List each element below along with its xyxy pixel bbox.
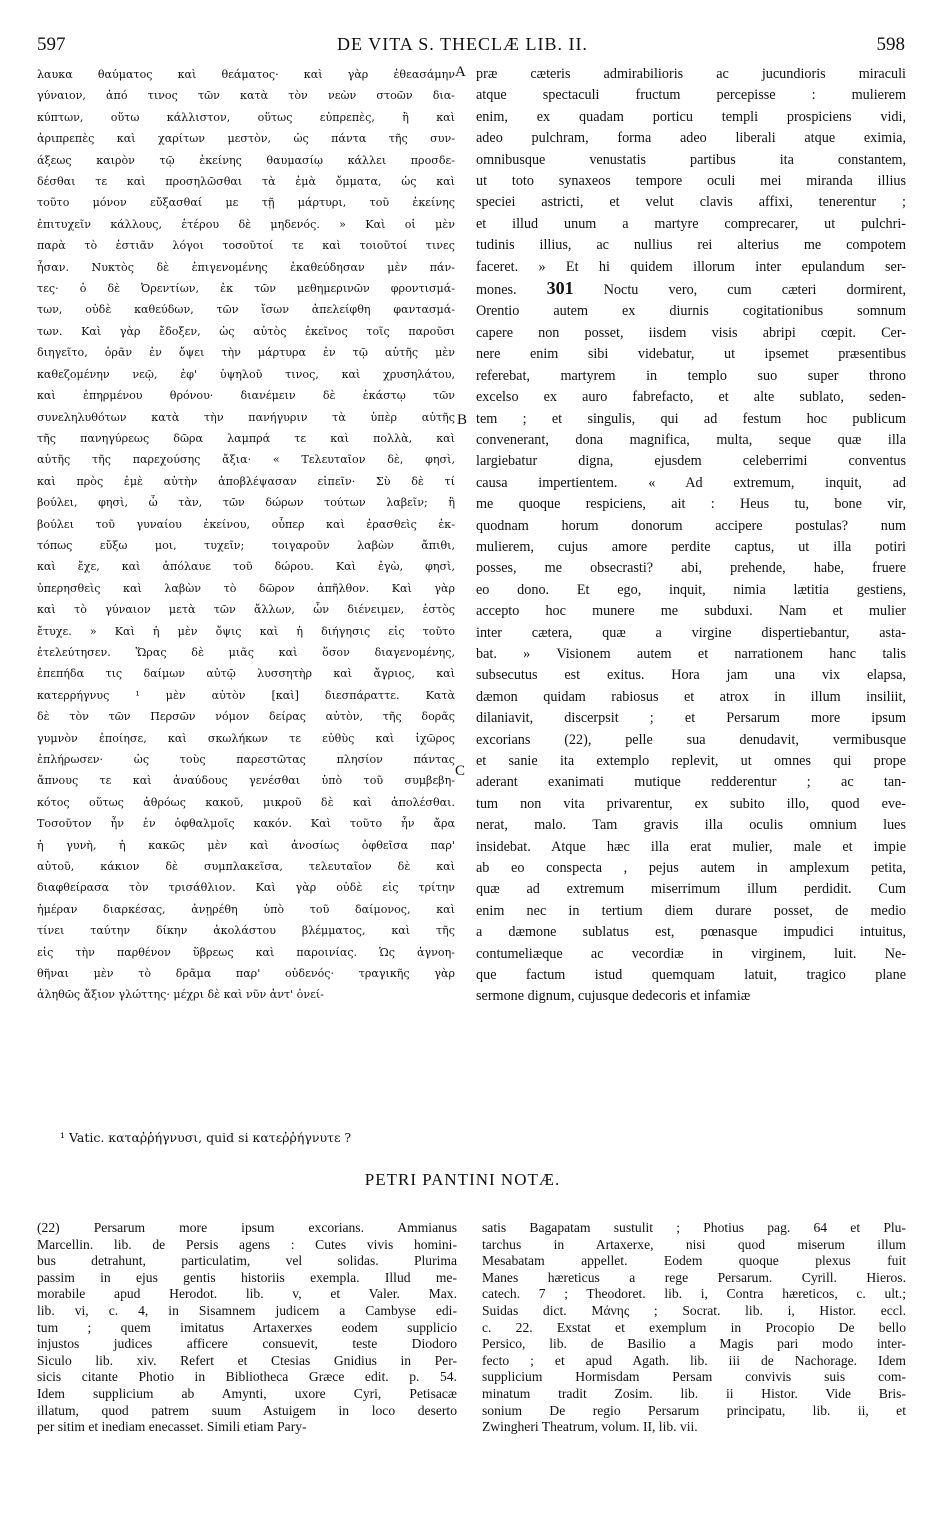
greek-text-line: ἀληθῶς ἄξιον γλώττης· μέχρι δὲ καὶ νῦν ἀντ' ὀνεί- <box>37 988 324 1002</box>
note-line: Idem supplicium ab Amynti, uxore Cyri, Petisacæ <box>37 1385 457 1401</box>
note-line: Siculo lib. xiv. Refert et Ctesias Gnidius in Per- <box>37 1352 457 1368</box>
latin-text-line: me quoque respiciens, ait : Heus tu, bone vir, <box>476 496 906 513</box>
latin-text-line: enim, ex quadam porticu templi prospiciens vidi, <box>476 108 906 125</box>
latin-text-line: convenerant, dona magnifica, multa, seque quæ illa <box>476 431 906 448</box>
latin-text-line: a dæmone sublatus est, pœnasque impudici intuitus, <box>476 924 906 941</box>
greek-text-line: κότος οὕτως ἀθρόως κακοῦ, μικροῦ δὲ καὶ ἀπολέσθαι. <box>37 795 455 809</box>
latin-text-line: referebat, martyrem in templo suo super throno <box>476 367 906 384</box>
note-line: supplicium Hormisdam Persam convivis suis com- <box>482 1369 906 1385</box>
latin-text-line: quæ ad extremum miserrimum illum perdidit. Cum <box>476 881 906 898</box>
greek-text-line: των, οὐδὲ καθεύδων, τῶν ἴσων ἀπελείφθη φαντασμά- <box>37 303 455 317</box>
latin-text-line: faceret. » Et hi quidem illorum inter epulandum ser- <box>476 258 906 275</box>
greek-text-line: βούλει τοῦ γυναίου ἐκείνου, οὗπερ καὶ ἐρασθεὶς ἐκ- <box>37 517 455 531</box>
greek-text-column <box>37 64 455 1006</box>
latin-text-line: nere enim sibi videbatur, ut ipsemet præsentibus <box>476 346 906 363</box>
note-line: Zwingheri Theatrum, volum. II, lib. vii. <box>482 1419 698 1435</box>
note-line: minatum tradit Zosim. lib. ii Histor. Vide Bris- <box>482 1385 906 1401</box>
latin-text-line: que factum istud quemquam latuit, tragico plane <box>476 967 906 984</box>
latin-text-line: subsecutus est exitus. Hora jam una vix elapsa, <box>476 667 906 684</box>
latin-text-line: præ cæteris admirabilioris ac jucundioris miraculi <box>476 66 906 82</box>
greek-text-line: ἦσαν. Νυκτὸς δὲ ἐπιγενομένης ἐκαθεύδησαν μὲν πάν- <box>37 260 455 274</box>
line-fragment: Noctu vero, cum cæteri dormirent, <box>573 282 906 299</box>
latin-text-line: ab eo conspecta , pejus autem in amplexum petita, <box>476 860 906 877</box>
margin-letter-c: C <box>455 763 466 779</box>
greek-text-line: καθεζομένην νεῷ, ἐφ' ὑψηλοῦ τινος, καὶ χρυσηλάτου, <box>37 367 455 381</box>
greek-text-line: ὑπερησθεὶς καὶ λαβὼν τὸ δῶρον ἀπῆλθον. Καὶ γὰρ <box>37 581 455 595</box>
notes-left-column <box>37 1220 457 1436</box>
latin-text-line: largiebatur digna, ejusdem celeberrimi conventus <box>476 453 906 470</box>
latin-text-line: excelso ex auro fabrefacto, et alte sublato, seden- <box>476 389 906 406</box>
greek-text-line: Τοσοῦτον ἦν ἐν ὀφθαλμοῖς κακόν. Καὶ τοῦτο ἦν ἄρα <box>37 817 455 831</box>
note-line: Suidas dict. Μάνης ; Socrat. lib. i, Histor. eccl. <box>482 1302 906 1318</box>
greek-text-line: άξεως καιρὸν τῷ ἐκείνης θαυμασίῳ κάλλει προσδε- <box>37 153 455 167</box>
latin-text-line: mulierem, cujus amore perdite captus, ut illa potiri <box>476 538 906 555</box>
greek-text-line: εἰς τὴν παρθένον ὕβρεως καὶ παροινίας. Ὡς ἀγνοη- <box>37 945 455 959</box>
note-line: Persico, lib. de Basilio a Magis pari modo inter- <box>482 1336 906 1352</box>
note-line: satis Bagapatam sustulit ; Photius pag. 64 et Plu- <box>482 1220 906 1235</box>
greek-text-line: ἡμέραν διαρκέσας, ἀνῃρέθη ὑπὸ τοῦ δαίμονος, καὶ <box>37 902 455 916</box>
note-line: tarchus in Artaxerxe, nisi quod miserum illum <box>482 1236 906 1252</box>
notes-title: PETRI PANTINI NOTÆ. <box>364 1170 561 1189</box>
page-number-right: 598 <box>876 34 905 55</box>
latin-text-line: excorians (22), pelle sua denudavit, vermibusque <box>476 731 906 748</box>
latin-text-line: et illud unum a martyre comprecarer, ut pulchri- <box>476 215 906 232</box>
greek-text-line: λαυκα θαύματος καὶ θεάματος· καὶ γὰρ ἐθεασάμην <box>37 68 455 81</box>
line-fragment: mones. <box>476 282 547 299</box>
note-line: per sitim et inediam enecasset. Simili etiam Pary- <box>37 1419 307 1435</box>
note-line: Marcellin. lib. de Persis agens : Cutes vivis homini- <box>37 1236 457 1252</box>
margin-letter-a: A <box>455 64 466 80</box>
note-line: bus detrahunt, particulatim, vel solidas. Plurima <box>37 1253 457 1269</box>
greek-text-line: τῆς πανηγύρεως δῶρα λαμπρά τε καὶ πολλὰ, καὶ <box>37 431 455 445</box>
latin-text-line: accepto hoc munere me subduxi. Nam et mulier <box>476 603 906 620</box>
latin-text-line: posses, me obsecrasti? abi, prehende, habe, fruere <box>476 560 906 577</box>
note-line: tum ; quem imitatus Artaxerxes eodem supplicio <box>37 1319 457 1335</box>
greek-text-line: βούλει, φησὶ, ὦ τὰν, τῶν δώρων τούτων λαβεῖν; ἢ <box>37 496 455 510</box>
latin-text-line: bat. » Visionem autem et narrationem hanc talis <box>476 645 906 662</box>
greek-text-line: κύπτων, οὕτω κάλλιστον, οὕτως εὐπρεπὲς, ἢ καὶ <box>37 110 455 124</box>
latin-text-line: tum non vita privarentur, ex subito illo, quod eve- <box>476 795 906 812</box>
latin-text-line: omnibusque venustatis partibus ita constantem, <box>476 151 906 168</box>
greek-text-line: θῆναι μὲν τὸ δρᾶμα παρ' οὐδενός· τραγικῆς γὰρ <box>37 967 455 981</box>
greek-text-line: δὲ τὸν τῶν Περσῶν νόμον δείρας αὐτὸν, τῆς δορᾶς <box>37 710 455 724</box>
note-line: Manes hæreticus a rege Persarum. Cyrill. Hieros. <box>482 1269 906 1285</box>
greek-text-line: τοῦτο μόνον εὔξασθαί με τῇ μάρτυρι, τοῦ ἐκείνης <box>37 196 455 210</box>
note-line: (22) Persarum more ipsum excorians. Ammianus <box>37 1220 457 1235</box>
latin-text-line: sermone dignum, cujusque dedecoris et infamiæ <box>476 988 751 1005</box>
latin-text-column <box>476 64 906 1008</box>
greek-text-line: ἐπεπήδα τις δαίμων αὐτῷ λυσσητὴρ καὶ ἄγριος, καὶ <box>37 667 455 681</box>
latin-text-line: eo dono. Et ego, inquit, nimia lætitia gestiens, <box>476 581 906 598</box>
latin-text-line <box>476 278 906 301</box>
greek-text-line: καὶ ἔχε, καὶ ἀπόλαυε τοῦ δώρου. Καὶ ἐγὼ, φησὶ, <box>37 560 455 574</box>
footnote: ¹ Vatic. καταῤῥήγνυσι, quid si κατεῤῥήγνυτε ? <box>60 1130 352 1145</box>
latin-text-line: atque spectaculi fructum percepisse : mulierem <box>476 87 906 104</box>
latin-text-line: ut toto synaxeos tempore oculi mei miranda illius <box>476 173 906 190</box>
greek-text-line: ἡ γυνὴ, ἡ κακῶς μὲν καὶ ἀνοσίως ὀφθεῖσα παρ' <box>37 838 455 852</box>
greek-text-line: γύναιον, ἀπό τινος τῶν κατὰ τὸν νεὼν στοῶν δια- <box>37 89 455 103</box>
greek-text-line: γυμνὸν ἐποίησε, καὶ σκωλήκων τε εὐθὺς καὶ ἰχῶρος <box>37 731 455 745</box>
latin-text-line: aderant exanimati mutique redderentur ; ac tan- <box>476 774 906 791</box>
greek-text-line: των. Καὶ γὰρ ἔδοξεν, ὡς αὐτὸς ἐκεῖνος τοῖς παροῦσι <box>37 324 455 338</box>
latin-text-line: nerat, malo. Tam gravis illa oculis omnium lues <box>476 817 906 834</box>
greek-text-line: διαφθείρασα τὸν τρισάθλιον. Καὶ γὰρ οὐδὲ εἰς τρίτην <box>37 881 455 895</box>
greek-text-line: ἄπνους τε καὶ ἀναύδους γενέσθαι ὑπὸ τοῦ συμβεβη- <box>37 774 455 788</box>
note-line: lib. vi, c. 4, in Sisamnem judicem a Cambyse edi- <box>37 1302 457 1318</box>
greek-text-line: καὶ πρὸς ἐμὲ αὐτὴν ἀποβλέψασαν εἰπεῖν· Σὺ δὲ τί <box>37 474 455 488</box>
note-line: injustos judices afficere consuevit, teste Diodoro <box>37 1336 457 1352</box>
latin-text-line: insidebat. Atque hæc illa erat mulier, male et impie <box>476 838 906 855</box>
note-line: Mesabatam appellet. Eodem quoque plexus fuit <box>482 1253 906 1269</box>
greek-text-line: τες· ὁ δὲ Ὀρεντίων, ἐκ τῶν μεθημερινῶν φροντισμά- <box>37 282 455 296</box>
greek-text-line: ἐπιτυχεῖν κάλλους, ἑτέρου δὲ μηδενός. » Καὶ οἱ μὲν <box>37 217 455 231</box>
note-line: sicis citante Photio in Bibliotheca Græce edit. p. 54. <box>37 1369 457 1385</box>
running-header <box>0 34 925 58</box>
margin-letter-b: B <box>457 412 468 428</box>
latin-text-line: et sanie ita extemplo replevit, ut omnes qui prope <box>476 753 906 769</box>
greek-text-line: ἐπλήρωσεν· ὡς τοὺς παρεστῶτας πλησίον πάντας <box>37 753 455 766</box>
running-title: DE VITA S. THECLÆ LIB. II. <box>337 34 588 54</box>
greek-text-line: κατερρήγνυς ¹ μὲν αὐτὸν [καὶ] διεσπάραττε. Κατὰ <box>37 688 455 702</box>
greek-text-line: δέσθαι τε καὶ προσηλῶσθαι τὰ ἐμὰ ὄμματα, ὡς καὶ <box>37 175 455 189</box>
note-line: catech. 7 ; Theodoret. lib. i, Contra hæreticos, c. ult.; <box>482 1286 906 1302</box>
greek-text-line: διηγεῖτο, ὁρᾶν ἐν ὄψει τὴν μάρτυρα ἐν τῷ αὐτῆς μὲν <box>37 346 455 360</box>
latin-text-line: contumeliæque ac vecordiæ in virginem, luit. Ne- <box>476 945 906 962</box>
note-line: sonium De regio Persarum principatu, lib. ii, et <box>482 1402 906 1418</box>
greek-text-line: ἔτυχε. » Καὶ ἡ μὲν ὄψις καὶ ἡ διήγησις εἰς τοῦτο <box>37 624 455 638</box>
greek-text-line: ἐτελεύτησεν. Ὥρας δὲ μιᾶς καὶ ὅσον διαγενομένης, <box>37 645 455 659</box>
latin-text-line: dilaniavit, discerpsit ; et Persarum more ipsum <box>476 710 906 727</box>
latin-text-line: speciei astricti, et velut clavis affixi, tenerentur ; <box>476 194 906 211</box>
greek-text-line: αὐτοῦ, κάκιον δὲ συμπλακεῖσα, τελευταῖον δὲ καὶ <box>37 860 455 874</box>
latin-text-line: adeo pulchram, forma adeo liberali atque eximia, <box>476 130 906 147</box>
note-line: fecto ; et apud Agath. lib. iii de Nachorage. Idem <box>482 1352 906 1368</box>
notes-right-column <box>482 1220 906 1436</box>
note-line: passim in ejus gentis historiis exempla. Illud me- <box>37 1269 457 1285</box>
greek-text-line: καὶ ἐπηρμένου θρόνου· διανέμειν δὲ ἑκάστῳ τῶν <box>37 389 455 403</box>
greek-text-line: αὐτῆς τῆς παρεχούσης ἄξια· « Τελευταῖον δὲ, φησὶ, <box>37 453 455 467</box>
latin-text-line: capere non posset, iisdem visis abripi cœpit. Cer- <box>476 324 906 341</box>
latin-text-line: inter cætera, quæ a virgine dispertiebantur, asta- <box>476 624 906 641</box>
latin-text-line: quodnam horum donorum accipere postulas? num <box>476 517 906 534</box>
latin-text-line: enim nec in tertium diem durare posset, de medio <box>476 902 906 919</box>
latin-text-line: Orentio autem ex diurnis cogitationibus somnum <box>476 303 906 320</box>
greek-text-line: συνεληλυθότων κατὰ τὴν πανήγυριν τὰ ὑπὲρ αὐτῆς <box>37 410 455 424</box>
note-line: c. 22. Exstat et exemplum in Procopio De bello <box>482 1319 906 1335</box>
note-line: illatum, quod patrem suum Astuigem in loco deserto <box>37 1402 457 1418</box>
greek-text-line: ἀριπρεπὲς καὶ χαρίτων μεστὸν, ὡς πάντα τῆς συν- <box>37 132 455 146</box>
latin-text-line: dæmon quidam rabiosus et atrox in illum insiliit, <box>476 688 906 705</box>
note-line: morabile apud Herodot. lib. v, et Valer. Max. <box>37 1286 457 1302</box>
column-number-marker: 301 <box>546 278 574 299</box>
greek-text-line: παρὰ τὸ ἑστιᾶν λόγοι τοσοῦτοί τε καὶ τοιοῦτοί τινες <box>37 239 455 253</box>
latin-text-line: causa impertientem. « Ad extremum, inquit, ad <box>476 474 906 491</box>
greek-text-line: καὶ τὸ γύναιον μετὰ τῶν ἄλλων, ὧν διένειμεν, ἑστὸς <box>37 603 455 617</box>
page-number-left: 597 <box>37 34 66 55</box>
greek-text-line: τόπως εὔξω μοι, τυχεῖν; τοιγαροῦν λαβὼν ἄπιθι, <box>37 538 455 552</box>
latin-text-line: tem ; et singulis, qui ad festum hoc publicum <box>476 410 906 427</box>
latin-text-line: tudinis illius, ac nullius rei alterius me compotem <box>476 237 906 254</box>
greek-text-line: τίνει ταύτην δίκην ἀκολάστου βλέμματος, καὶ τῆς <box>37 924 455 938</box>
